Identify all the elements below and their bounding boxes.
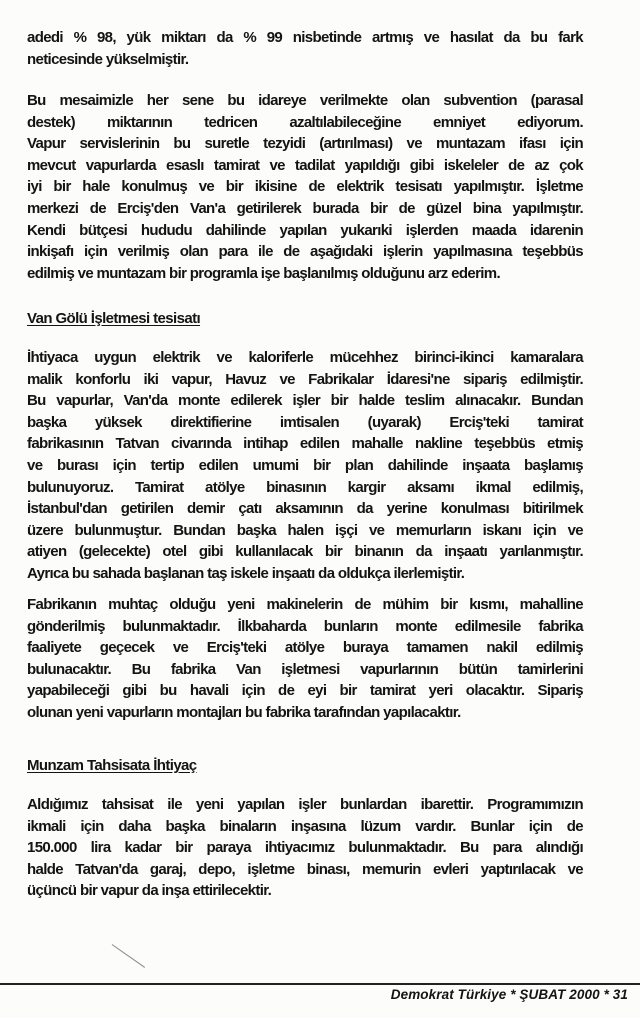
text-line: Aldığımız tahsisat ile yeni yapılan işler bunlardan ibarettir. Programımızın bbox=[27, 796, 583, 813]
footer-rule bbox=[0, 983, 640, 985]
text-line: malik konforlu iki vapur, Havuz ve Fabrikalar İdaresi'ne sipariş edilmiştir. bbox=[27, 370, 583, 388]
text-line: adedi % 98, yük miktarı da % 99 nisbetinde artmış ve hasılat da bu fark bbox=[27, 29, 583, 46]
paragraph-3 bbox=[27, 347, 583, 585]
text-line: Fabrikanın muhtaç olduğu yeni makinelerin de mühim bir kısmı, mahalline bbox=[27, 596, 583, 613]
text-line: Ayrıca bu sahada başlanan taş iskele inşaatı da oldukça ilerlemiştir. bbox=[27, 564, 465, 582]
text-line: edilmiş ve muntazam bir programla işe başlanılmış olduğunu arz ederim. bbox=[27, 264, 500, 282]
text-line: Kendi bütçesi hududu dahilinde yapılan yukarıki işlerden maada idarenin bbox=[27, 221, 583, 239]
section-heading-van-golu: Van Gölü İşletmesi tesisatı bbox=[27, 310, 201, 327]
text-line: inkişafı için verilmiş olan para ile de aşağıdaki işlerin yapılmasına teşebbüs bbox=[27, 243, 583, 261]
section-heading-munzam-tahsisat: Munzam Tahsisata İhtiyaç bbox=[27, 757, 197, 774]
pen-mark bbox=[112, 944, 145, 968]
page-footer: Demokrat Türkiye * ŞUBAT 2000 * 31 bbox=[390, 987, 628, 1002]
text-line: gönderilmiş bulunmaktadır. İlkbaharda bunların monte edilmesile fabrika bbox=[27, 617, 583, 635]
text-line: fabrikasının Tatvan civarında intihap edilen mahalle nakline teşebbüs etmiş bbox=[27, 435, 583, 453]
text-line: neticesinde yükselmiştir. bbox=[27, 50, 189, 68]
text-line: İhtiyaca uygun elektrik ve kaloriferle mücehhez birinci-ikinci kamaralara bbox=[27, 349, 583, 366]
text-line: halde Tatvan'da garaj, depo, işletme binası, memurin evleri yaptırılacak ve bbox=[27, 860, 583, 878]
text-line: mevcut vapurlarda esaslı tamirat ve tadilat yapıldığı gibi iskeleler de az çok bbox=[27, 156, 583, 174]
text-line: ikmali için daha başka binaların inşasına lüzum vardır. Bunlar için de bbox=[27, 817, 583, 835]
paragraph-1 bbox=[27, 27, 583, 70]
text-line: atiyen (gelecekte) otel gibi kullanılacak bir binanın da inşaatı yarılanmıştır. bbox=[27, 543, 583, 561]
text-line: faaliyete geçecek ve Erciş'teki atölye buraya tamamen nakil edilmiş bbox=[27, 639, 583, 657]
text-line: İstanbul'dan getirilen demir çatı aksamının da yerine konulması bitirilmek bbox=[27, 500, 583, 518]
text-line: Bu mesaimizle her sene bu idareye verilmekte olan subvention (parasal bbox=[27, 92, 583, 109]
text-line: üzere bulunmuştur. Bundan başka halen işçi ve memurların iskanı için ve bbox=[27, 521, 583, 539]
paragraph-5 bbox=[27, 794, 583, 902]
text-line: Vapur servislerinin bu suretle tezyidi (artırılması) ve muntazam ifası için bbox=[27, 135, 583, 153]
text-line: Bu vapurlar, Van'da monte edilerek işler bir halde teslim alınacakır. Bundan bbox=[27, 392, 583, 410]
text-line: üçüncü bir vapur da inşa ettirilecektir. bbox=[27, 882, 272, 900]
text-line: olunan yeni vapurların montajları bu fabrika tarafından yapılacaktır. bbox=[27, 703, 461, 721]
text-line: iyi bir hale konulmuş ve bir ikisine de elektrik tesisatı yapılmıştır. İşletme bbox=[27, 178, 583, 196]
text-line: 150.000 lira kadar bir paraya ihtiyacımız bulunmaktadır. Bu para alındığı bbox=[27, 839, 583, 857]
text-line: başka yüksek direktifierine imtisalen (uyarak) Erciş'teki tamirat bbox=[27, 413, 583, 431]
text-line: bulunuyoruz. Tamirat atölye binasının kargir aksamı ikmal edilmiş, bbox=[27, 478, 583, 496]
text-line: ve burası için tertip edilen umumi bir plan dahilinde inşaata başlamış bbox=[27, 456, 583, 474]
text-line: bulunacaktır. Bu fabrika Van işletmesi vapurlarının bütün tamirlerini bbox=[27, 660, 583, 678]
text-line: destek) miktarının tedricen azaltılabileceğine emniyet ediyorum. bbox=[27, 113, 583, 131]
text-line: merkezi de Erciş'den Van'a getirilerek burada bir de güzel bina yapılmıştır. bbox=[27, 199, 583, 217]
paragraph-4 bbox=[27, 594, 583, 724]
paragraph-2 bbox=[27, 90, 583, 284]
text-line: yapabileceği gibi bu havali için de eyi bir tamirat yeri olacaktır. Sipariş bbox=[27, 682, 583, 700]
